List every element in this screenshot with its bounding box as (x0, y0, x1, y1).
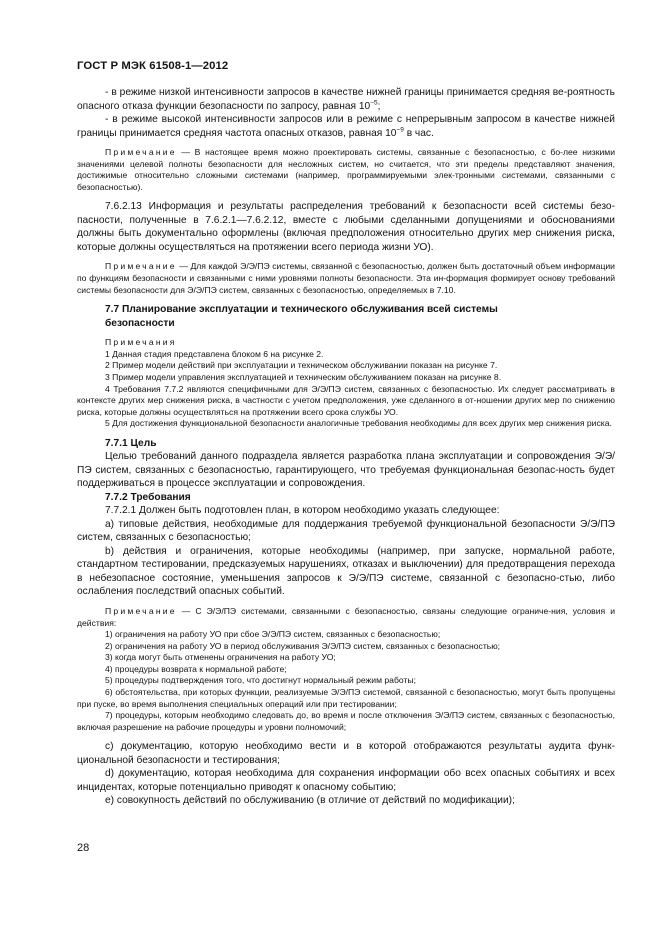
list-item-a: a) типовые действия, необходимые для поддержания требуемой функциональной безопасности Э/Э/ПЭ систем, связанных с безопасностью; (77, 518, 615, 544)
paragraph-text: - в режиме высокой интенсивности запросов или в режиме с непрерывным запросом в качестве нижней границы принимается средняя частота опасных отказов, равная 10 (77, 114, 615, 139)
list-item-c: c) документацию, которую необходимо вести и в которой отображаются результаты аудита функ-циональной безопасности и тестирования; (77, 741, 615, 766)
note-label: Примечание (105, 605, 177, 616)
paragraph-high-demand (77, 113, 615, 140)
section-heading-line: 7.7 Планирование эксплуатации и технического обслуживания всей системы (105, 304, 498, 316)
paragraph-7-7-1: Целью требований данного подраздела является разработка плана эксплуатации и сопровождения Э/Э/ПЭ систем, связанных с безопасностью, гарантирующего, что требуемая функциональная безопас-ность будет поддерживаться в процессе эксплуатации и сопровождения. (77, 451, 615, 490)
exponent: −5 (370, 99, 378, 107)
document-header: ГОСТ Р МЭК 61508-1—2012 (77, 60, 229, 72)
note-3-item: 5) процедуры подтверждения того, что достигнут нормальный режим работы; (105, 675, 416, 686)
section-heading-line: безопасности (105, 317, 175, 329)
note-3-item: 2) ограничения на работу УО в период обслуживания Э/Э/ПЭ систем, связанных с безопасностью; (105, 640, 501, 651)
paragraph-7-6-2-13: 7.6.2.13 Информация и результаты распределения требований к безопасности всей системы безо-пасности, полученные в 7.6.2.1—7.6.2.12, вместе с любыми сделанными допущениями и обоснованиями должны быть документально оформлены (включая предположения относительно других мер снижения риска, которые должны осуществляться на протяжении всего периода жизни УО). (77, 201, 615, 253)
note-text: — Для каждой Э/Э/ПЭ системы, связанной с безопасностью, должен быть достаточный объем информации по функциям безопасности и связанными с ними уровнями полноты безопасности. Эта ин-формация формирует основу требований системы безопасности для Э/Э/ПЭ систем, связанных с безопасностью, определяемых в 7.10. (77, 261, 615, 295)
list-item-e: e) совокупность действий по обслуживанию (в отличие от действий по модификации); (105, 795, 515, 807)
section-7-7-heading (77, 303, 615, 330)
note-item: 3 Пример модели управления эксплуатацией и техническим обслуживанием показан на рисунке 8. (105, 371, 502, 382)
note-3-item: 7) процедуры, которым необходимо следовать до, во время и после отключения Э/Э/ПЭ систем, связанных с безопасностью, включая разрешение на рабочие процедуры и уровни полномочий; (77, 710, 615, 732)
note-3-intro (77, 606, 615, 629)
note-item: 2 Пример модели действий при эксплуатации и техническом обслуживании показан на рисунке 7. (105, 360, 498, 371)
note-item: 5 Для достижения функциональной безопасности аналогичные требования необходимы для всех других мер снижения риска. (105, 418, 612, 429)
paragraph-low-demand (77, 86, 615, 113)
note-2 (77, 261, 615, 296)
paragraph-text-end: ; (377, 100, 381, 112)
note-text: — С Э/Э/ПЭ системами, связанными с безопасностью, связаны следующие ограниче-ния, условия и действия: (77, 605, 615, 628)
list-item-b: b) действия и ограничения, которые необходимы (например, при запуске, нормальной работе, стандартном тестировании, предсказуемых нарушениях, отказах и выключении) для предотвращения перехода в небезопасное состояние, уменьшения запросов к Э/Э/ПЭ системе, связанной с безопасно-стью, либо ослабления последствий опасных событий. (77, 545, 615, 598)
subsection-7-7-1-heading: 7.7.1 Цель (105, 437, 157, 449)
exponent: −9 (396, 126, 404, 134)
note-label: Примечание (105, 147, 177, 157)
paragraph-text-end: в час. (403, 127, 434, 139)
note-label: Примечание (105, 261, 177, 272)
paragraph-text: - в режиме низкой интенсивности запросов в качестве нижней границы принимается средняя ве-роятность опасного отказа функции безопасности по запросу, равная 10 (77, 87, 615, 112)
note-3-item: 6) обстоятельства, при которых функции, реализуемые Э/Э/ПЭ системой, связанной с безопасностью, могут быть пропущены при пуске, во время выполнения специальных операций или при тестировании; (77, 687, 615, 709)
note-3 (77, 606, 615, 734)
note-text: — В настоящее время можно проектировать системы, связанные с безопасностью, с бо-лее низкими значениями целевой полноты безопасности для несложных систем, но считается, что эти пределы представляют значения, достижимые относительно сложными системами (например, программируемыми элек-тронными системами, связанными с безопасностью). (77, 147, 615, 192)
list-item-d: d) документацию, которая необходима для сохранения информации обо всех опасных событиях и всех инцидентах, которые потенциально приводят к опасному событию; (77, 768, 615, 793)
note-item: 4 Требования 7.7.2 являются специфичными для Э/Э/ПЭ систем, связанных с безопасностью. Их следует рассматривать в контексте других мер снижения риска, в частности с учетом предположения, уже сделанного в от-ношении других мер по снижению риска, которые должны осуществляться на протяжении всего срока службы УО. (77, 383, 615, 417)
note-3-item: 3) когда могут быть отменены ограничения на работу УО; (105, 652, 336, 663)
note-3-item: 4) процедуры возврата к нормальной работе; (105, 663, 287, 674)
notes-label: Примечания (105, 337, 177, 348)
page-number: 28 (77, 842, 90, 854)
paragraph-7-7-2-1: 7.7.2.1 Должен быть подготовлен план, в котором необходимо указать следующее: (105, 505, 500, 517)
document-body (77, 86, 615, 808)
note-1 (77, 147, 615, 193)
notes-block (77, 337, 615, 430)
subsection-7-7-2-heading: 7.7.2 Требования (105, 491, 191, 503)
note-item: 1 Данная стадия представлена блоком 6 на рисунке 2. (105, 348, 324, 359)
note-3-item: 1) ограничения на работу УО при сбое Э/Э/ПЭ систем, связанных с безопасностью; (105, 629, 441, 640)
